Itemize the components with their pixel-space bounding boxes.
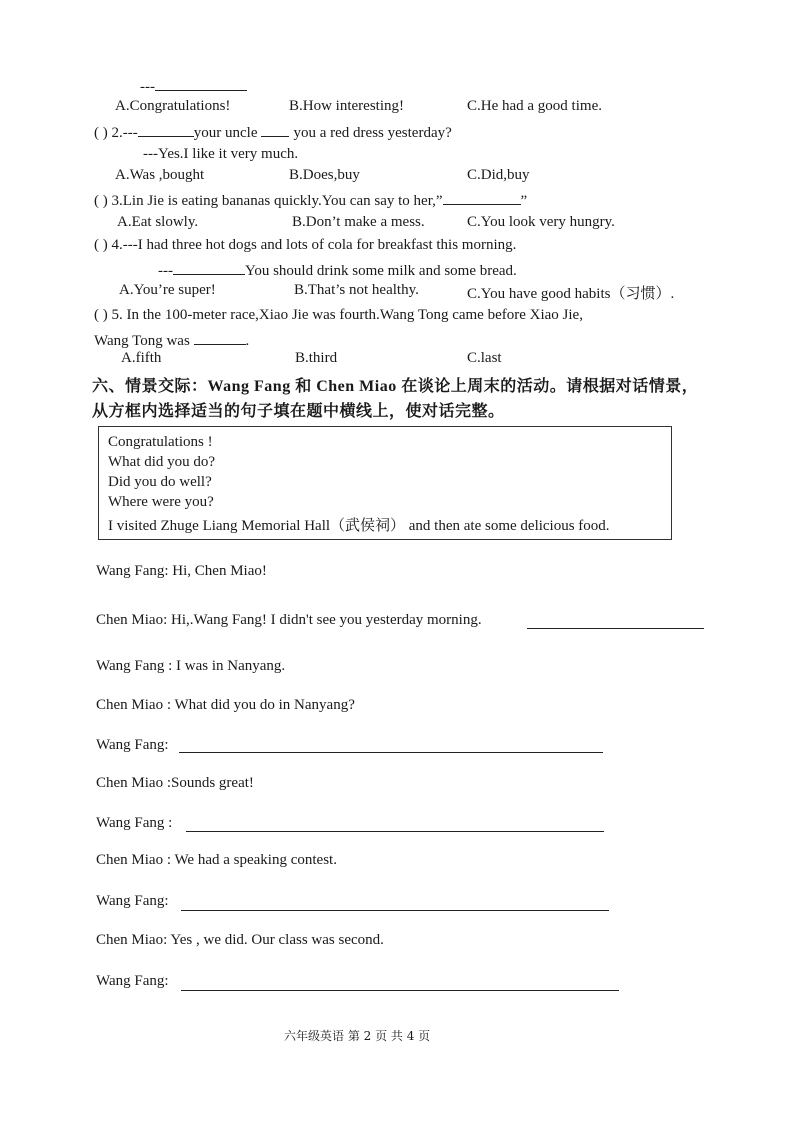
- dialogue-line: Chen Miao : We had a speaking contest.: [96, 852, 337, 868]
- answer-paren[interactable]: ( ): [94, 193, 108, 209]
- page-footer: 六年级英语 第 2 页 共 4 页: [284, 1029, 431, 1043]
- dialogue-line: Chen Miao: Yes , we did. Our class was second.: [96, 932, 384, 948]
- section6-title-line1: 六、情景交际：Wang Fang 和 Chen Miao 在谈论上周末的活动。请根据对话情景，: [92, 378, 699, 395]
- q3-option-b: B.Don’t make a mess.: [292, 214, 425, 230]
- dialogue-line: Wang Fang:: [96, 973, 169, 989]
- answer-paren[interactable]: ( ): [94, 125, 108, 141]
- q5-option-a: A.fifth: [121, 350, 162, 366]
- q5-option-c: C.last: [467, 350, 502, 366]
- box-item: What did you do?: [108, 454, 216, 470]
- q5-option-b: B.third: [295, 350, 338, 366]
- dialogue-line: Chen Miao: Hi,.Wang Fang! I didn't see you yesterday morning.: [96, 612, 482, 628]
- q2-option-a: A.Was ,bought: [115, 167, 205, 183]
- q4-option-a: A.You’re super!: [119, 282, 216, 298]
- q5-stem-cont: Wang Tong was .: [94, 330, 249, 350]
- q4-reply: --- You should drink some milk and some bread.: [158, 260, 517, 280]
- answer-blank[interactable]: [181, 910, 609, 911]
- answer-blank[interactable]: [443, 190, 521, 205]
- q5-stem: ( ) 5. In the 100-meter race,Xiao Jie was fourth.Wang Tong came before Xiao Jie,: [94, 307, 583, 323]
- q3-option-a: A.Eat slowly.: [117, 214, 199, 230]
- q3-stem: ( ) 3.Lin Jie is eating bananas quickly.You can say to her,” ”: [94, 190, 527, 210]
- q3-option-c: C.You look very hungry.: [467, 214, 615, 230]
- dialogue-line: Wang Fang : I was in Nanyang.: [96, 658, 286, 674]
- q2-reply: ---Yes.I like it very much.: [143, 146, 299, 162]
- answer-blank[interactable]: [179, 752, 603, 753]
- q4-stem: ( ) 4.---I had three hot dogs and lots of cola for breakfast this morning.: [94, 237, 517, 253]
- answer-blank[interactable]: [138, 122, 194, 137]
- dialogue-line: Wang Fang:: [96, 893, 169, 909]
- dialogue-line: Wang Fang:: [96, 737, 169, 753]
- section6-title-line2: 从方框内选择适当的句子填在题中横线上，使对话完整。: [92, 403, 505, 420]
- answer-blank[interactable]: [194, 330, 246, 345]
- q1-option-c: C.He had a good time.: [467, 98, 602, 114]
- box-item: I visited Zhuge Liang Memorial Hall（武侯祠） and then ate some delicious food.: [108, 518, 610, 534]
- q2-option-c: C.Did,buy: [467, 167, 530, 183]
- answer-paren[interactable]: ( ): [94, 237, 108, 253]
- answer-paren[interactable]: ( ): [94, 307, 108, 323]
- box-item: Did you do well?: [108, 474, 212, 490]
- dialogue-line: Wang Fang :: [96, 815, 173, 831]
- answer-blank[interactable]: [155, 76, 247, 91]
- q4-option-b: B.That’s not healthy.: [294, 282, 419, 298]
- answer-blank[interactable]: [173, 260, 245, 275]
- sentence-option-box: [98, 426, 672, 540]
- dialogue-line: Chen Miao : What did you do in Nanyang?: [96, 697, 355, 713]
- answer-blank[interactable]: [527, 628, 704, 629]
- box-item: Congratulations !: [108, 434, 213, 450]
- q1-option-a: A.Congratulations!: [115, 98, 231, 114]
- q1-answer-line: ---: [140, 76, 247, 96]
- answer-blank[interactable]: [181, 990, 619, 991]
- dialogue-line: Wang Fang: Hi, Chen Miao!: [96, 563, 267, 579]
- answer-blank[interactable]: [261, 122, 289, 137]
- q4-option-c: C.You have good habits（习惯）.: [467, 286, 675, 302]
- dialogue-line: Chen Miao :Sounds great!: [96, 775, 254, 791]
- q2-stem: ( ) 2.--- your uncle you a red dress yesterday?: [94, 122, 452, 142]
- answer-blank[interactable]: [186, 831, 604, 832]
- q2-option-b: B.Does,buy: [289, 167, 360, 183]
- q1-option-b: B.How interesting!: [289, 98, 404, 114]
- box-item: Where were you?: [108, 494, 214, 510]
